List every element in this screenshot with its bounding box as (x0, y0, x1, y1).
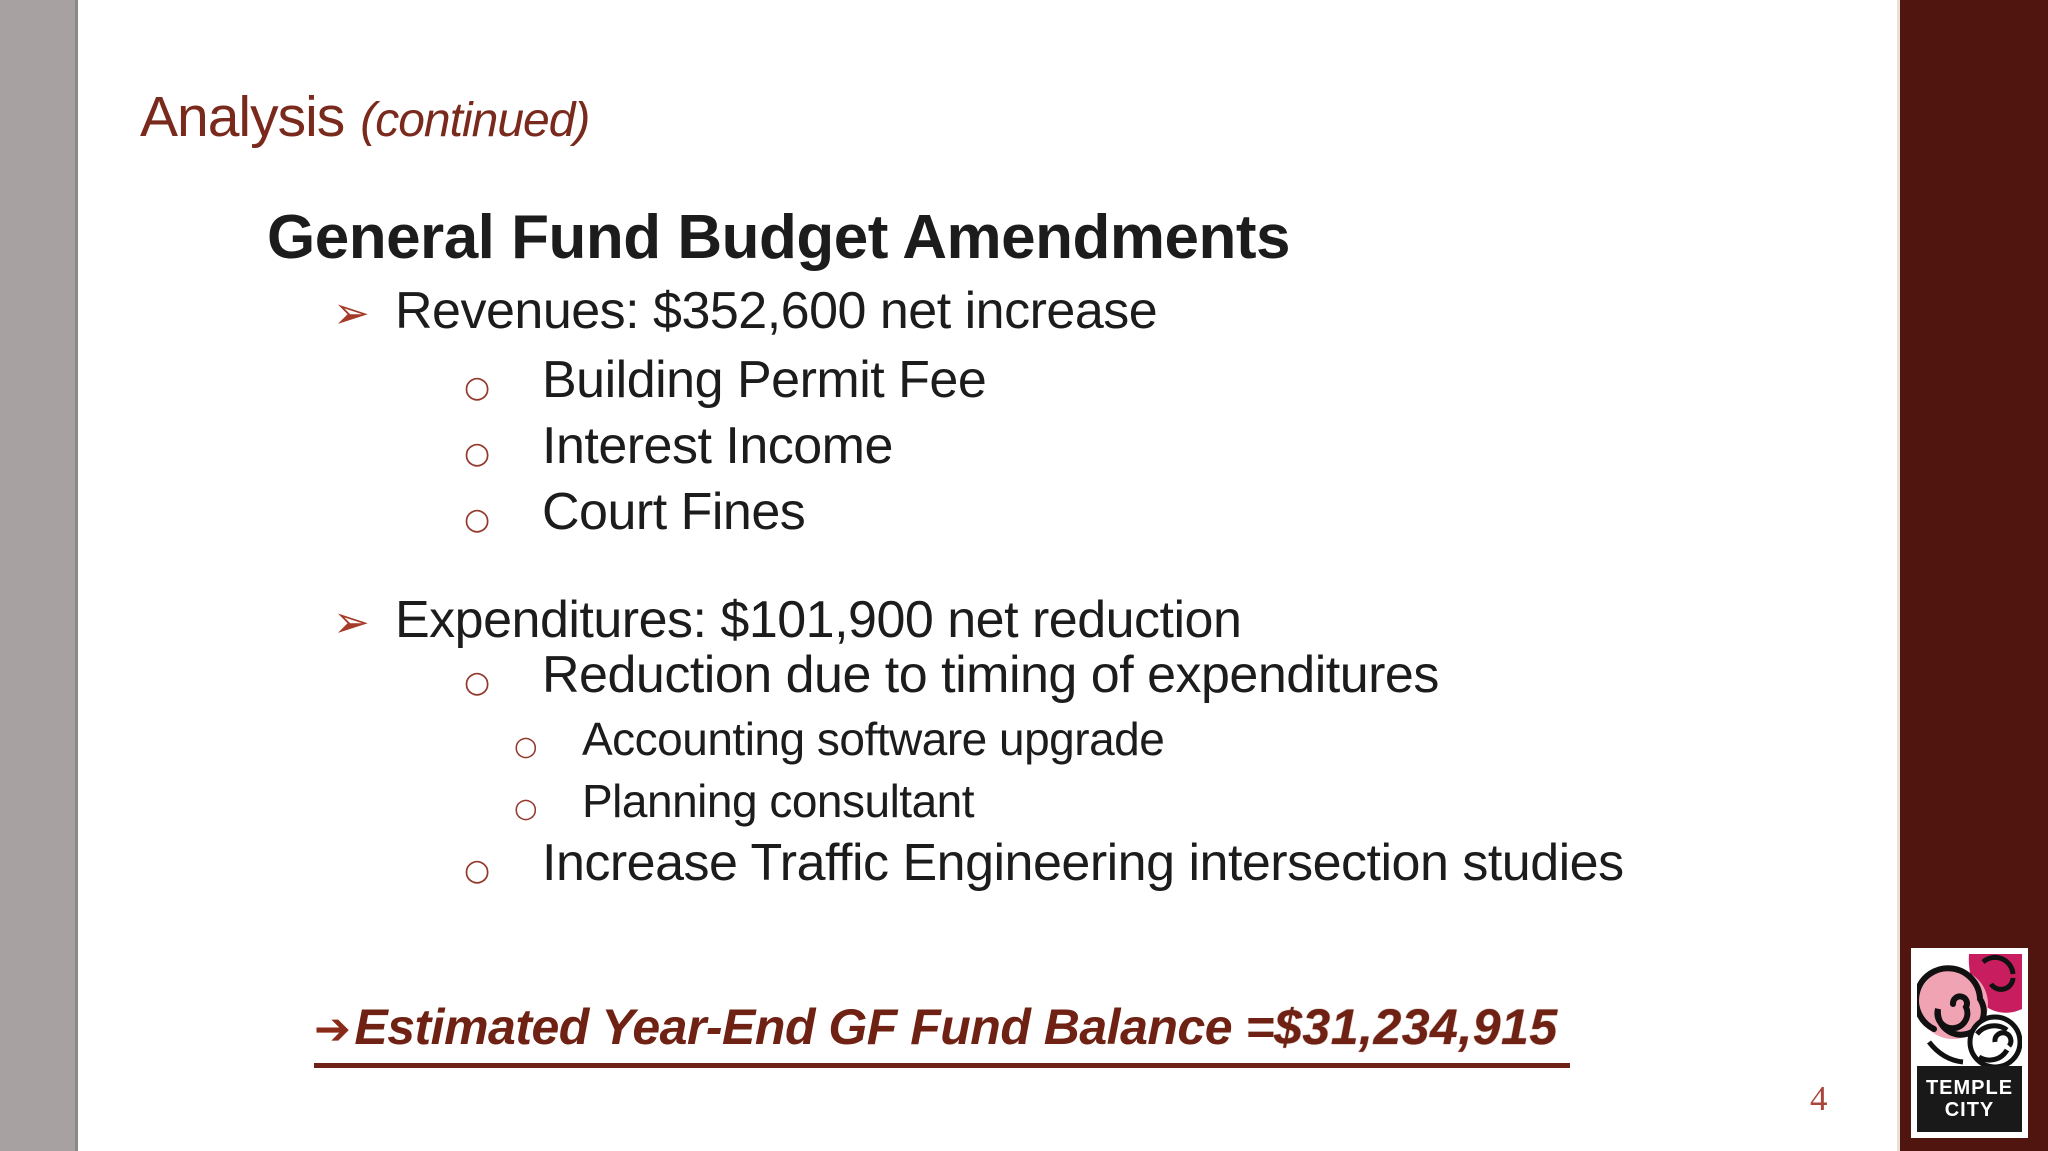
list-item-label: Reduction due to timing of expenditures (542, 646, 1439, 704)
circle-bullet-icon: ○ (464, 436, 490, 471)
arrow-bullet-icon: ➢ (333, 288, 370, 339)
page-number: 4 (1810, 1079, 1828, 1118)
slide-title (140, 84, 589, 150)
circle-bullet-icon: ○ (514, 731, 538, 762)
list-item-accounting-software (514, 712, 1164, 766)
summary-amount: $31,234,915 (1274, 999, 1558, 1055)
bullet-expenditures (333, 590, 1241, 650)
arrow-right-icon: ➔ (314, 1004, 351, 1055)
bullet-revenues-label: Revenues: $352,600 net increase (395, 282, 1158, 340)
slide-title-main: Analysis (140, 85, 345, 149)
list-item-label: Interest Income (542, 417, 893, 475)
arrow-bullet-icon: ➢ (333, 597, 370, 648)
left-gray-sidebar (0, 0, 78, 1151)
slide-title-continued: (continued) (360, 94, 590, 147)
list-item-label: Increase Traffic Engineering intersection studies (542, 834, 1624, 892)
summary-prefix: Estimated Year-End GF Fund Balance = (354, 999, 1275, 1055)
circle-bullet-icon: ○ (464, 370, 490, 405)
logo-text-city: CITY (1944, 1099, 1995, 1121)
bullet-expenditures-label: Expenditures: $101,900 net reduction (395, 591, 1242, 649)
circle-bullet-icon: ○ (464, 502, 490, 537)
logo-text-temple: TEMPLE (1925, 1077, 2014, 1099)
bullet-general-fund (213, 202, 1290, 273)
list-item-label: Building Permit Fee (542, 351, 987, 409)
list-item-building-permit-fee (464, 350, 986, 410)
bullet-general-fund-label: General Fund Budget Amendments (267, 203, 1291, 272)
list-item-reduction-timing (464, 645, 1439, 705)
list-item-label: Accounting software upgrade (582, 713, 1165, 765)
rose-illustration-icon (1917, 954, 2022, 1066)
temple-city-logo (1911, 948, 2028, 1138)
circle-bullet-icon: ○ (514, 793, 538, 824)
list-item-court-fines (464, 482, 805, 542)
summary-fund-balance (314, 998, 1570, 1068)
list-item-label: Planning consultant (582, 775, 975, 827)
list-item-planning-consultant (514, 774, 974, 828)
list-item-traffic-engineering (464, 833, 1624, 893)
circle-bullet-icon: ○ (464, 665, 490, 700)
circle-bullet-icon: ○ (464, 853, 490, 888)
logo-text-band (1917, 1066, 2022, 1132)
list-item-label: Court Fines (542, 483, 806, 541)
bullet-revenues (333, 281, 1157, 341)
list-item-interest-income (464, 416, 893, 476)
